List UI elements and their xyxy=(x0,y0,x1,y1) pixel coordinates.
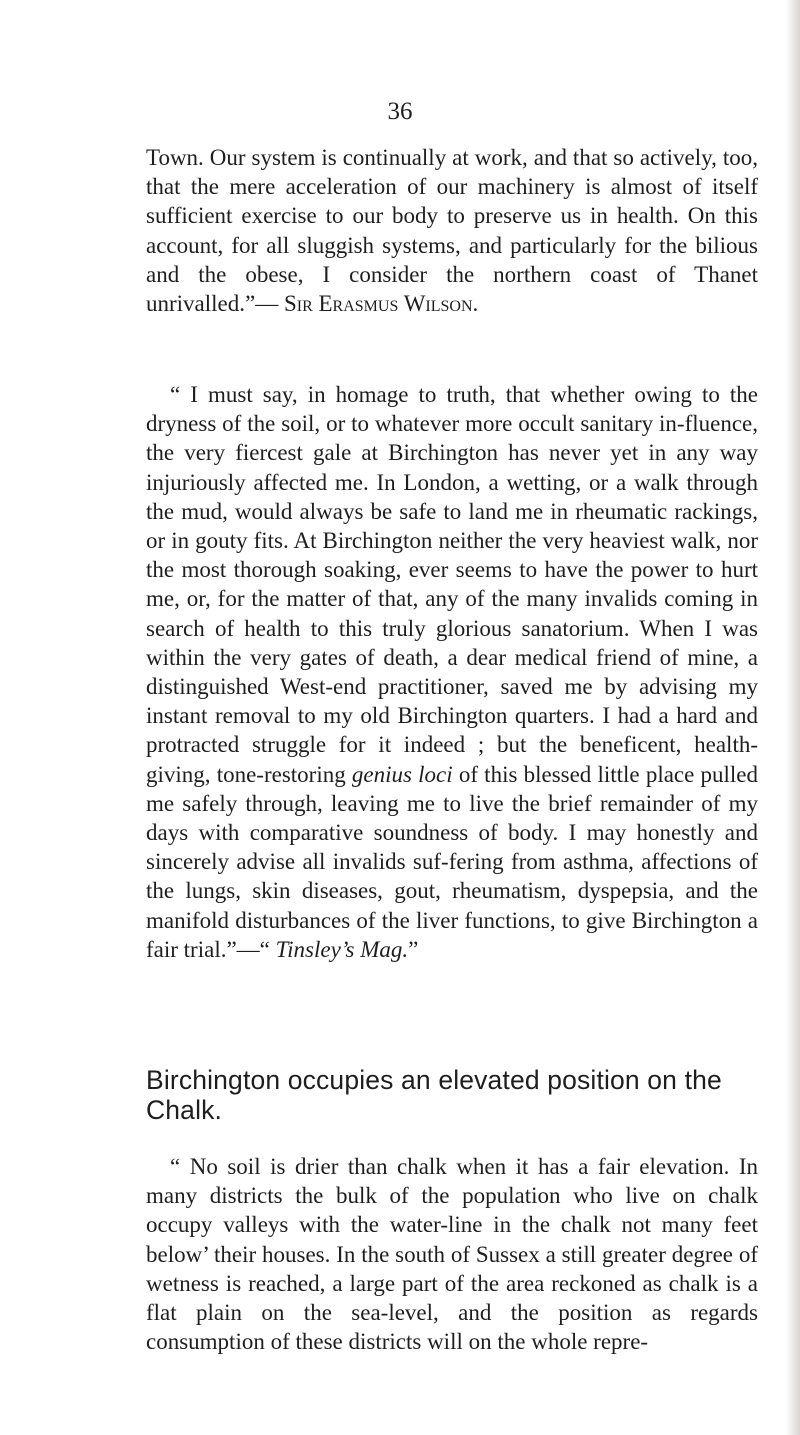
paragraph-text: of this blessed little place pulled me safely through, leaving me to live the brief remainder of my days with comparative soundness of body. I may honestly and sincerely advise all invalids suf-fering from asthma, affections of the lungs, skin diseases, gout, rheumatism, dyspepsia, and the manifold disturbances of the liver functions, to give Birchington a fair trial.”—“ xyxy=(146,761,759,962)
paragraph-text: “ I must say, in homage to truth, that whether owing to the dryness of the soil, or to whatever more occult sanitary in-fluence, the very fiercest gale at Birchington has never yet in any way injuriously affected me. In London, a wetting, or a walk through the mud, would always be safe to land me in rheumatic rackings, or in gouty fits. At Birchington neither the very heaviest walk, nor the most thorough soaking, ever seems to have the power to hurt me, or, for the matter of that, any of the many invalids coming in search of health to this truly glorious sanatorium. When I was within the very gates of death, a dear medical friend of mine, a distinguished West-end practitioner, saved me by advising my instant removal to my old Birchington quarters. I had a hard and protracted struggle for it indeed ; but the beneficent, health-giving, tone-restoring xyxy=(146,382,758,787)
paragraph-text: Town. Our system is continually at work, and that so actively, too, that the mere acceleration of our machinery is almost of itself sufficient exercise to our body to preserve us in health. On this account, for all sluggish systems, and particularly for the bilious and the obese, I consider the northern coast of Thanet unrivalled.”— xyxy=(146,145,758,317)
paragraph-wilson-quote xyxy=(146,143,758,318)
italic-phrase-genius-loci: genius loci xyxy=(351,761,453,787)
page-number: 36 xyxy=(387,98,413,125)
italic-source-title: Tinsley’s Mag. xyxy=(275,936,409,962)
paragraph-chalk xyxy=(146,1152,758,1356)
paragraph-text: “ No soil is drier than chalk when it has a fair elevation. In many districts the bulk of the population who live on chalk occupy valleys with the water-line in the chalk not many feet below’ their houses. In the south of Sussex a still greater degree of wetness is reached, a large part of the area reckoned as chalk is a flat plain on the sea-level, and the position as regards consumption of these districts will on the whole repre- xyxy=(146,1154,758,1355)
closing-quote: ” xyxy=(408,936,419,962)
section-heading: Birchington occupies an elevated position on the Chalk. xyxy=(146,1065,722,1125)
page-edge-shadow xyxy=(786,0,800,1435)
paragraph-testimonial xyxy=(146,380,758,964)
quote-author: Sir Erasmus Wilson. xyxy=(283,291,479,317)
